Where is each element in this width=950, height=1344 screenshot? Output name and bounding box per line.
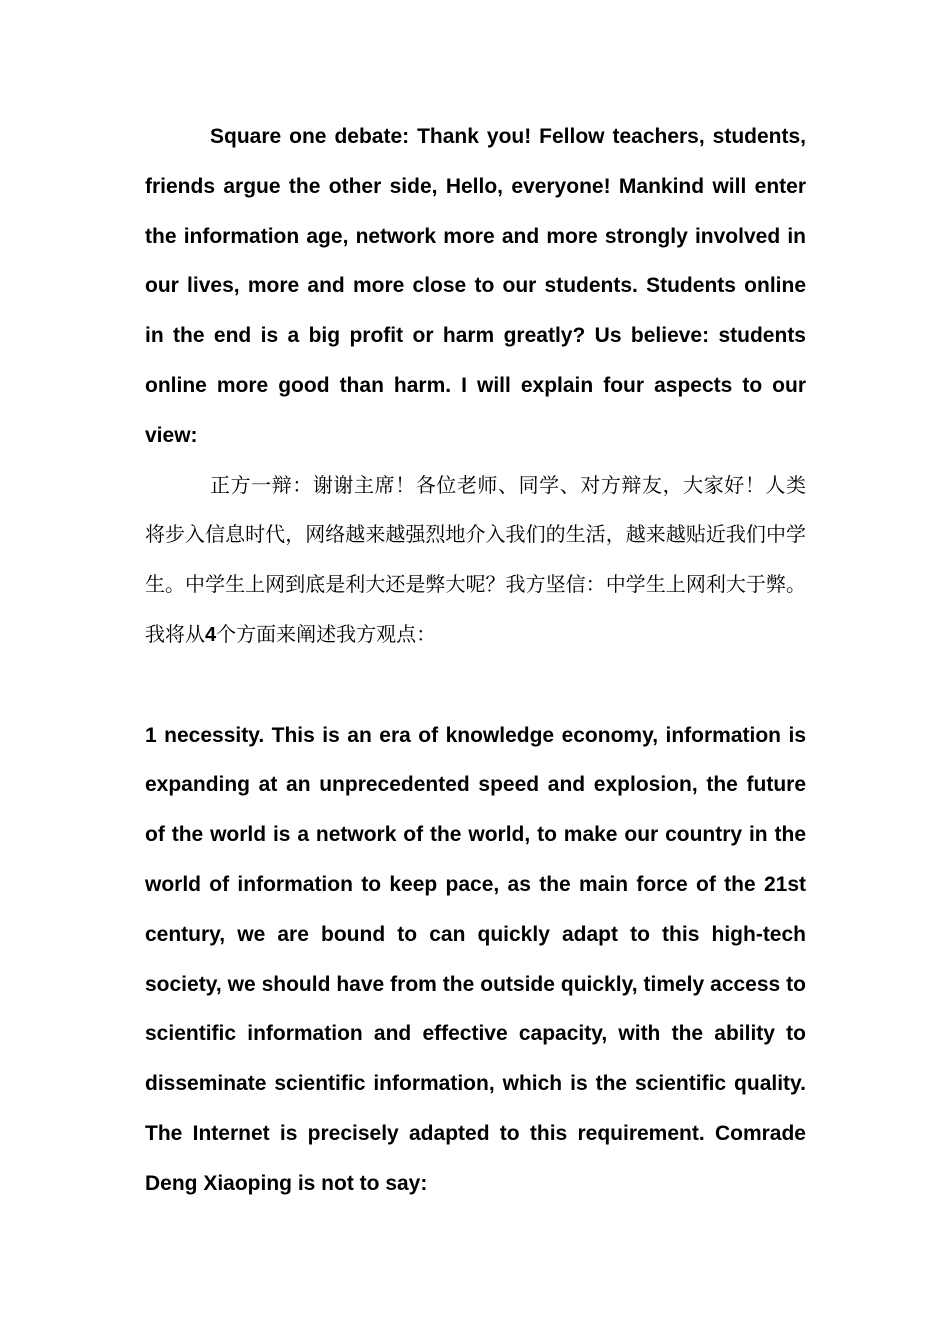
opening-statement-chinese <box>145 461 806 661</box>
point-one-necessity: 1 necessity. This is an era of knowledge economy, information is expanding at an unprecedented speed and explosion, the future of the world is a network of the world, to make our country in the world of information to keep pace, as the main force of the 21st century, we are bound to can quickly adapt to this high-tech society, we should have from the outside quickly, timely access to scientific information and effective capacity, with the ability to disseminate scientific information, which is the scientific quality. The Internet is precisely adapted to this requirement. Comrade Deng Xiaoping is not to say: <box>145 723 806 1195</box>
aspect-count-number: 4 <box>205 623 217 646</box>
document-page <box>145 112 806 1209</box>
paragraph-spacer <box>145 661 806 711</box>
opening-statement-english: Square one debate: Thank you! Fellow teachers, students, friends argue the other side, Hello, everyone! Mankind will enter the information age, network more and more strongly involved in our lives, more and more close to our students. Students online in the end is a big profit or harm greatly? Us believe: students online more good than harm. I will explain four aspects to our view: <box>145 125 806 447</box>
chinese-text-part-2: 个方面来阐述我方观点： <box>216 621 437 646</box>
chinese-text-part-1: 正方一辩：谢谢主席！各位老师、同学、对方辩友，大家好！人类将步入信息时代，网络越来越强烈地介入我们的生活，越来越贴近我们中学生。中学生上网到底是利大还是弊大呢？我方坚信：中学生上网利大于弊。我将从 <box>145 472 806 646</box>
